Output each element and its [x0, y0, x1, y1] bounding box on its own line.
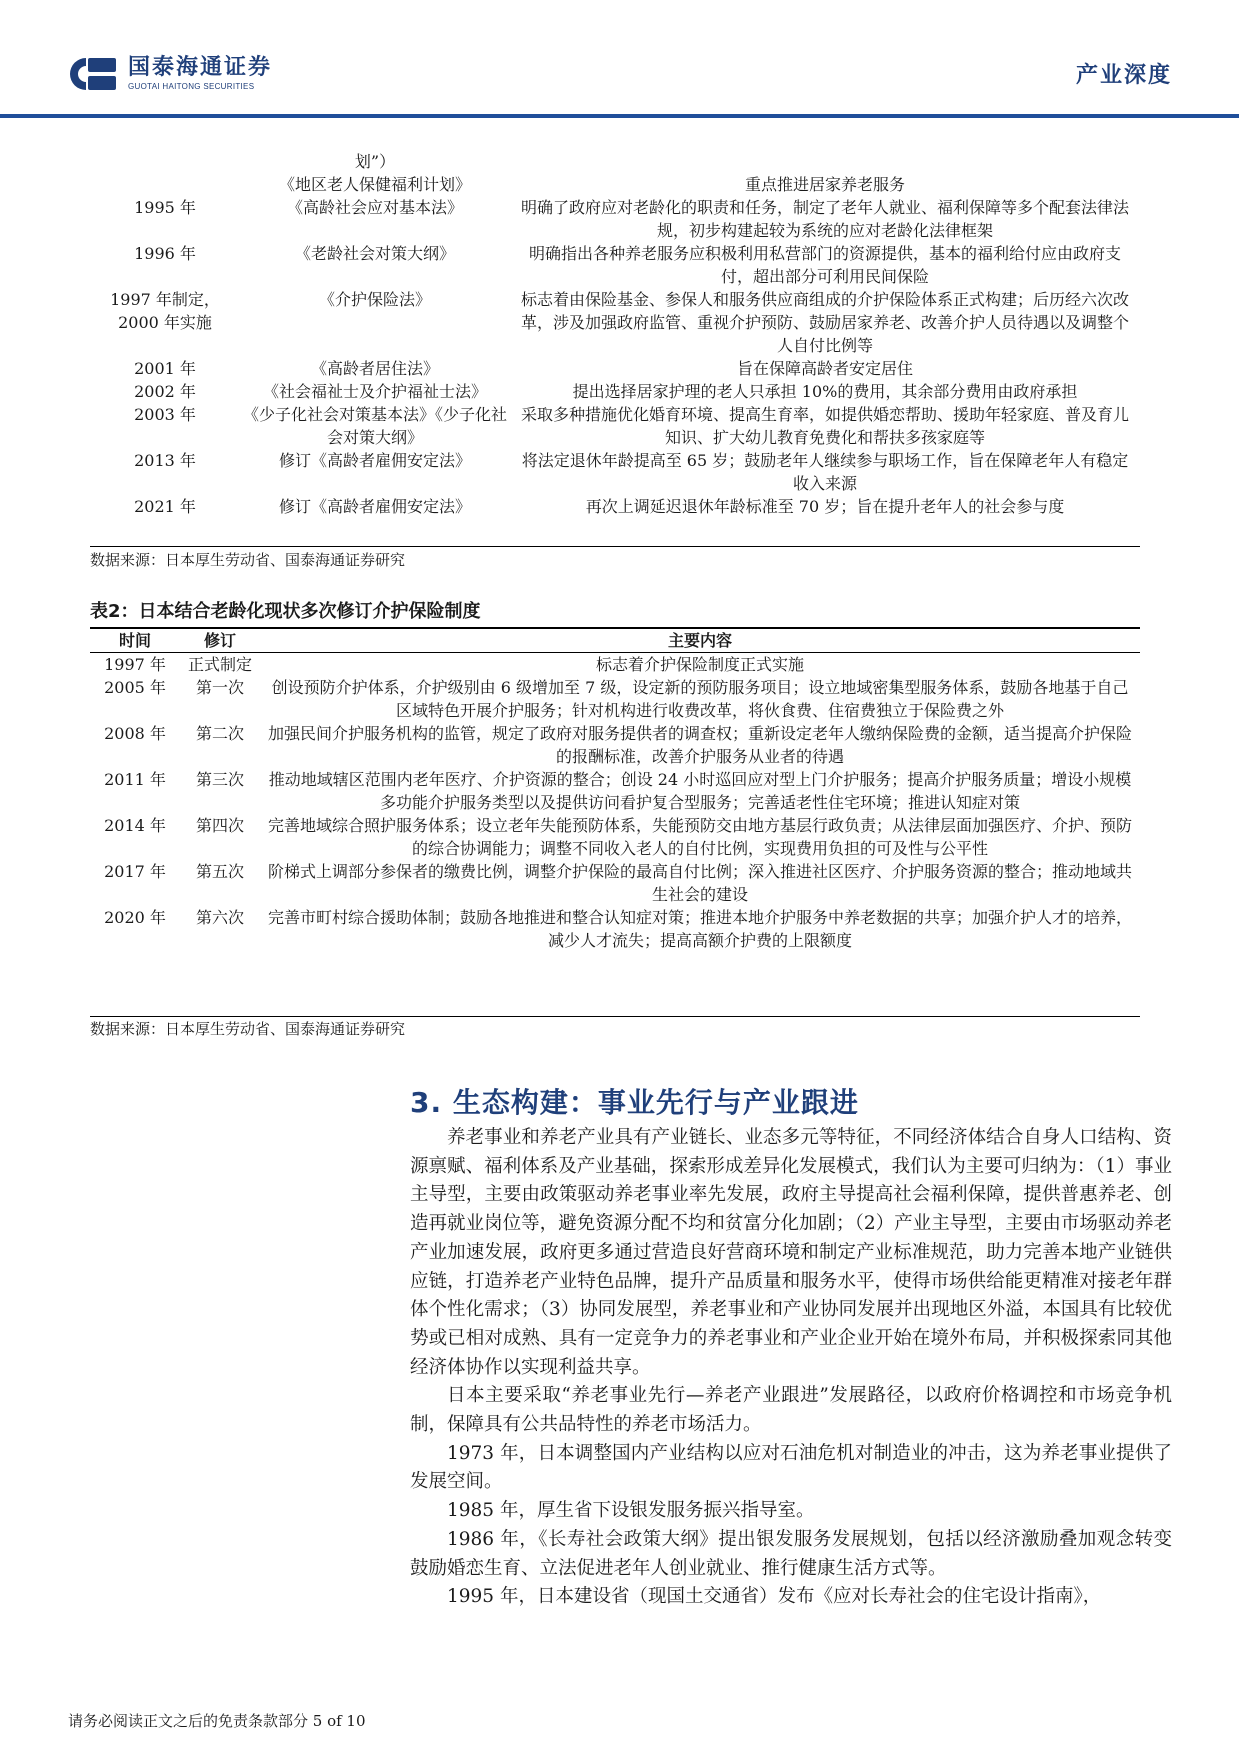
table-bottom-rule	[90, 546, 1140, 547]
table-row	[90, 860, 1140, 906]
table-row	[90, 196, 1140, 242]
page-header	[0, 0, 1239, 118]
law-cell: 《地区老人保健福利计划》	[278, 175, 471, 194]
table-source-note: 数据来源：日本厚生劳动省、国泰海通证券研究	[90, 1020, 406, 1038]
law-timeline-table	[90, 150, 1140, 518]
content-cell: 加强民间介护服务机构的监管，规定了政府对服务提供者的调查权；重新设定老年人缴纳保险费的金额，适当提高介护保险的报酬标准，改善介护服务从业者的待遇	[267, 724, 1132, 766]
content-cell: 完善市町村综合援助体制；鼓励各地推进和整合认知症对策；推进本地介护服务中养老数据的共享；加强介护人才的培养，减少人才流失；提高高额介护费的上限额度	[267, 908, 1132, 950]
year-cell: 1997 年制定，2000 年实施	[110, 290, 220, 332]
table-row	[90, 403, 1140, 449]
table-row	[90, 768, 1140, 814]
law-cell: 《少子化社会对策基本法》《少子化社会对策大纲》	[242, 405, 507, 447]
content-cell: 完善地域综合照护服务体系；设立老年失能预防体系，失能预防交由地方基层行政负责；从法律层面加强医疗、介护、预防的综合协调能力；调整不同收入老人的自付比例，实现费用负担的可及性与公平性	[267, 816, 1132, 858]
table-row	[90, 676, 1140, 722]
content-cell: 标志着介护保险制度正式实施	[595, 655, 804, 674]
year-cell: 2002 年	[134, 382, 196, 401]
content-cell: 重点推进居家养老服务	[744, 175, 905, 194]
column-header: 修订	[203, 631, 236, 650]
header-divider	[0, 114, 1239, 118]
table-row	[90, 242, 1140, 288]
content-cell: 标志着由保险基金、参保人和服务供应商组成的介护保险体系正式构建；后历经六次改革，涉及加强政府监管、重视介护预防、鼓励居家养老、改善介护人员待遇以及调整个人自付比例等	[520, 290, 1129, 355]
year-cell	[90, 150, 240, 173]
content-cell: 推动地域辖区范围内老年医疗、介护资源的整合；创设 24 小时巡回应对型上门介护服务；提高介护服务质量；增设小规模多功能介护服务类型以及提供访问看护复合型服务；完善适老性住宅环境；推进认知症对策	[268, 770, 1132, 812]
company-logo	[68, 56, 272, 92]
law-cell: 修订《高龄者雇佣安定法》	[278, 451, 471, 470]
law-cell: 《高龄社会应对基本法》	[286, 198, 463, 217]
page-footer: 请务必阅读正文之后的免责条款部分 5 of 10	[68, 1712, 366, 1730]
table-source-note: 数据来源：日本厚生劳动省、国泰海通证券研究	[90, 551, 406, 569]
revision-cell: 第五次	[195, 862, 244, 881]
law-cell: 划”）	[354, 152, 396, 171]
content-cell: 再次上调延迟退休年龄标准至 70 岁；旨在提升老年人的社会参与度	[585, 497, 1065, 516]
year-cell: 1996 年	[134, 244, 196, 263]
column-header: 时间	[118, 631, 151, 650]
year-cell: 2008 年	[104, 724, 166, 743]
revision-cell: 第二次	[195, 724, 244, 743]
body-paragraph: 日本主要采取“养老事业先行—养老产业跟进”发展路径，以政府价格调控和市场竞争机制，保障具有公共品特性的养老市场活力。	[410, 1385, 1172, 1436]
report-type-label: 产业深度	[1075, 63, 1172, 88]
content-cell: 提出选择居家护理的老人只承担 10%的费用，其余部分费用由政府承担	[572, 382, 1078, 401]
year-cell: 2017 年	[104, 862, 166, 881]
content-cell: 将法定退休年龄提高至 65 岁；鼓励老年人继续参与职场工作，旨在保障老年人有稳定收入来源	[521, 451, 1129, 493]
table-title: 表2：日本结合老龄化现状多次修订介护保险制度	[90, 601, 481, 622]
table-bottom-rule	[90, 1016, 1140, 1017]
year-cell: 2011 年	[104, 770, 166, 789]
table-header-row	[90, 629, 1140, 652]
table-row	[90, 653, 1140, 676]
table-row	[90, 906, 1140, 952]
body-paragraph: 1986 年，《长寿社会政策大纲》提出银发服务发展规划，包括以经济激励叠加观念转变鼓励婚恋生育、立法促进老年人创业就业、推行健康生活方式等。	[410, 1528, 1172, 1579]
body-paragraph: 1973 年，日本调整国内产业结构以应对石油危机对制造业的冲击，这为养老事业提供了发展空间。	[410, 1442, 1172, 1493]
law-cell: 《社会福祉士及介护福祉士法》	[262, 382, 487, 401]
year-cell: 2003 年	[134, 405, 196, 424]
content-cell: 明确指出各种养老服务应积极利用私营部门的资源提供，基本的福利给付应由政府支付，超出部分可利用民间保险	[528, 244, 1121, 286]
revision-cell: 第一次	[195, 678, 244, 697]
law-cell: 《高龄者居住法》	[310, 359, 439, 378]
table-row	[90, 357, 1140, 380]
logo-name-en: GUOTAI HAITONG SECURITIES	[128, 82, 255, 91]
revision-cell: 正式制定	[187, 655, 252, 674]
year-cell: 1997 年	[104, 655, 166, 674]
year-cell: 2021 年	[134, 497, 196, 516]
section-body	[410, 1124, 1172, 1612]
body-paragraph: 1985 年，厚生省下设银发服务振兴指导室。	[447, 1500, 815, 1522]
table-row	[90, 495, 1140, 518]
content-cell: 创设预防介护体系，介护级别由 6 级增加至 7 级，设定新的预防服务项目；设立地域密集型服务体系，鼓励各地基于自己区域特色开展介护服务；针对机构进行收费改革，将伙食费、住宿费独立于保险费之外	[271, 678, 1129, 720]
revision-cell: 第四次	[195, 816, 244, 835]
content-cell	[510, 150, 1140, 173]
content-cell: 旨在保障高龄者安定居住	[736, 359, 913, 378]
year-cell: 2014 年	[104, 816, 166, 835]
year-cell: 1995 年	[134, 198, 196, 217]
content-cell: 采取多种措施优化婚育环境、提高生育率，如提供婚恋帮助、援助年轻家庭、普及育儿知识、扩大幼儿教育免费化和帮扶多孩家庭等	[520, 405, 1129, 447]
column-header: 主要内容	[667, 631, 732, 650]
table-row	[90, 150, 1140, 173]
law-cell: 修订《高龄者雇佣安定法》	[278, 497, 471, 516]
year-cell: 2001 年	[134, 359, 196, 378]
logo-name-cn: 国泰海通证券	[128, 55, 273, 80]
year-cell: 2005 年	[104, 678, 166, 697]
year-cell: 2013 年	[134, 451, 196, 470]
table-row	[90, 380, 1140, 403]
year-cell: 2020 年	[104, 908, 166, 927]
logo-mark-icon	[68, 56, 118, 92]
table-row	[90, 722, 1140, 768]
table-row	[90, 449, 1140, 495]
revision-cell: 第三次	[195, 770, 244, 789]
section-heading: 3. 生态构建：事业先行与产业跟进	[410, 1086, 859, 1119]
revision-cell: 第六次	[195, 908, 244, 927]
content-cell: 明确了政府应对老龄化的职责和任务，制定了老年人就业、福利保障等多个配套法律法规，初步构建起较为系统的应对老龄化法律框架	[520, 198, 1129, 240]
content-cell: 阶梯式上调部分参保者的缴费比例，调整介护保险的最高自付比例；深入推进社区医疗、介护服务资源的整合；推动地域共生社会的建设	[267, 862, 1132, 904]
table-row	[90, 173, 1140, 196]
body-paragraph: 养老事业和养老产业具有产业链长、业态多元等特征，不同经济体结合自身人口结构、资源禀赋、福利体系及产业基础，探索形成差异化发展模式，我们认为主要可归纳为：（1）事业主导型，主要由政策驱动养老事业率先发展，政府主导提高社会福利保障，提供普惠养老、创造再就业岗位等，避免资源分配不均和贫富分化加剧；（2）产业主导型，主要由市场驱动养老产业加速发展，政府更多通过营造良好营商环境和制定产业标准规范，助力完善本地产业链供应链，打造养老产业特色品牌，提升产品质量和服务水平，使得市场供给能更精准对接老年群体个性化需求；（3）协同发展型，养老事业和产业协同发展并出现地区外溢，本国具有比较优势或已相对成熟、具有一定竞争力的养老事业和产业企业开始在境外布局，并积极探索同其他经济体协作以实现利益共享。	[410, 1127, 1172, 1378]
table-row	[90, 814, 1140, 860]
table-row	[90, 288, 1140, 357]
year-cell	[90, 173, 240, 196]
law-cell: 《老龄社会对策大纲》	[294, 244, 455, 263]
body-paragraph: 1995 年，日本建设省（现国土交通省）发布《应对长寿社会的住宅设计指南》，	[447, 1586, 1102, 1608]
insurance-revision-table	[90, 653, 1140, 952]
law-cell: 《介护保险法》	[318, 290, 431, 309]
